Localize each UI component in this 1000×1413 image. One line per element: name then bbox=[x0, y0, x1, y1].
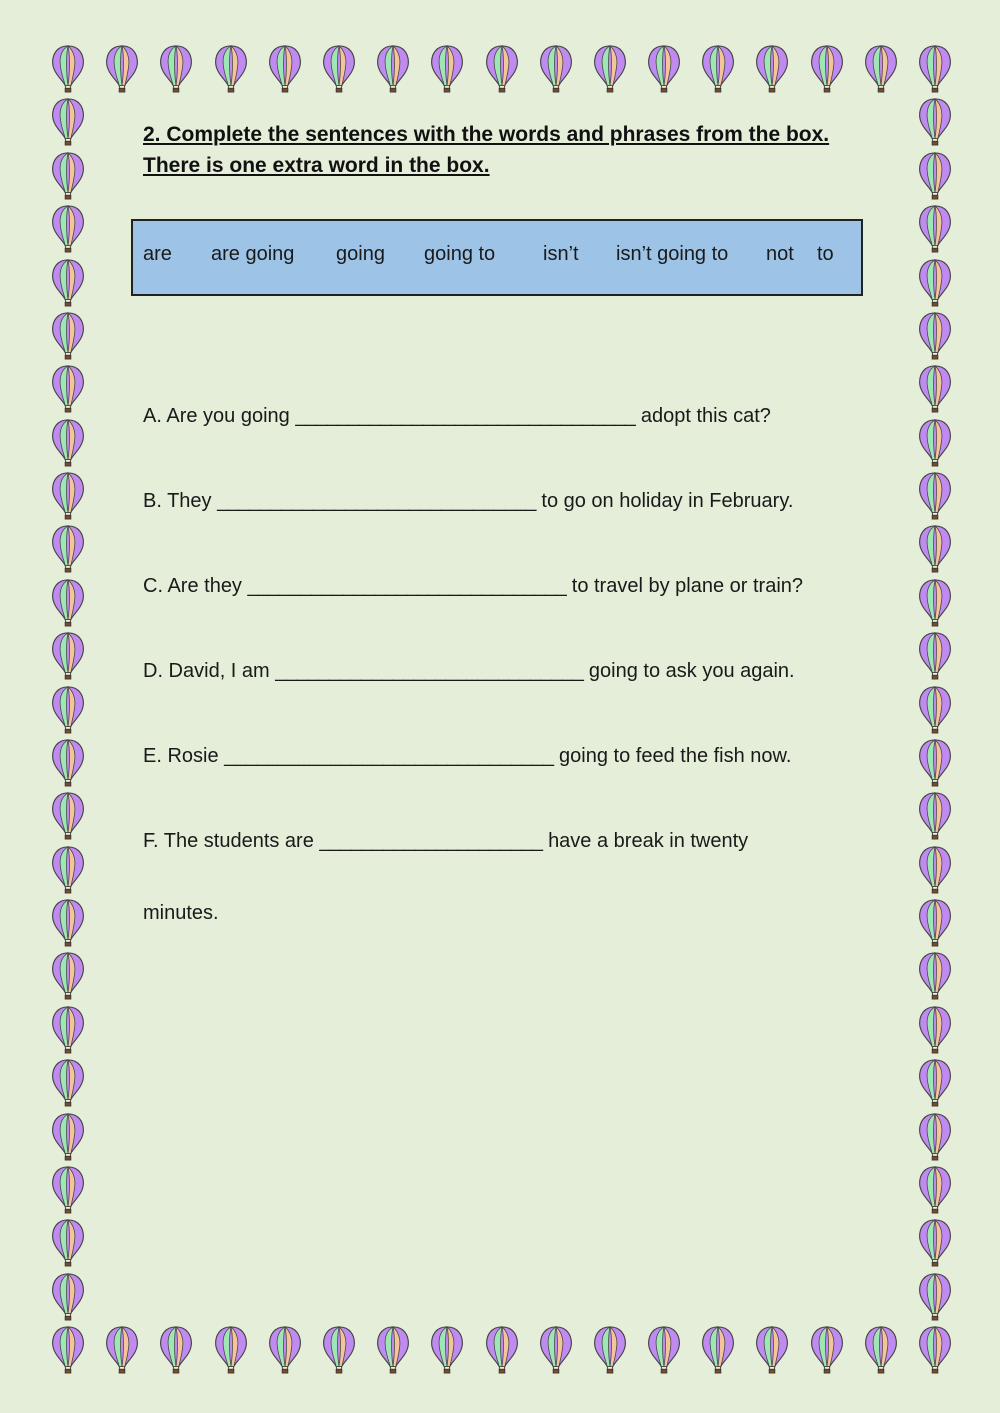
sentence-text: A. Are you going bbox=[143, 405, 290, 427]
word-box bbox=[131, 219, 863, 296]
hot-air-balloon-icon bbox=[51, 151, 85, 201]
hot-air-balloon-icon bbox=[51, 471, 85, 521]
hot-air-balloon-icon bbox=[51, 738, 85, 788]
hot-air-balloon-icon bbox=[51, 311, 85, 361]
hot-air-balloon-icon bbox=[918, 97, 952, 147]
hot-air-balloon-icon bbox=[593, 1325, 627, 1375]
hot-air-balloon-icon bbox=[918, 524, 952, 574]
hot-air-balloon-icon bbox=[214, 1325, 248, 1375]
hot-air-balloon-icon bbox=[918, 1005, 952, 1055]
hot-air-balloon-icon bbox=[918, 1165, 952, 1215]
hot-air-balloon-icon bbox=[51, 845, 85, 895]
hot-air-balloon-icon bbox=[918, 738, 952, 788]
hot-air-balloon-icon bbox=[51, 44, 85, 94]
sentence-text: C. Are they bbox=[143, 575, 242, 597]
hot-air-balloon-icon bbox=[105, 1325, 139, 1375]
hot-air-balloon-icon bbox=[322, 1325, 356, 1375]
hot-air-balloon-icon bbox=[268, 44, 302, 94]
hot-air-balloon-icon bbox=[918, 951, 952, 1001]
hot-air-balloon-icon bbox=[51, 578, 85, 628]
sentence-text: going to ask you again. bbox=[588, 660, 795, 682]
hot-air-balloon-icon bbox=[376, 1325, 410, 1375]
hot-air-balloon-icon bbox=[51, 258, 85, 308]
hot-air-balloon-icon bbox=[322, 44, 356, 94]
answer-blank[interactable]: ______________________________ bbox=[247, 575, 567, 597]
hot-air-balloon-icon bbox=[918, 791, 952, 841]
answer-blank[interactable]: _______________________________ bbox=[224, 745, 554, 767]
hot-air-balloon-icon bbox=[918, 1218, 952, 1268]
answer-blank[interactable]: ________________________________ bbox=[295, 405, 636, 427]
hot-air-balloon-icon bbox=[51, 685, 85, 735]
hot-air-balloon-icon bbox=[51, 1325, 85, 1375]
hot-air-balloon-icon bbox=[430, 44, 464, 94]
hot-air-balloon-icon bbox=[485, 44, 519, 94]
word-box-item: going to bbox=[424, 243, 496, 265]
hot-air-balloon-icon bbox=[51, 364, 85, 414]
hot-air-balloon-icon bbox=[51, 524, 85, 574]
sentence-f bbox=[143, 830, 748, 853]
hot-air-balloon-icon bbox=[918, 1272, 952, 1322]
sentence-d bbox=[143, 660, 795, 683]
sentence-b bbox=[143, 490, 793, 513]
hot-air-balloon-icon bbox=[918, 258, 952, 308]
instructions bbox=[143, 119, 883, 181]
hot-air-balloon-icon bbox=[864, 1325, 898, 1375]
hot-air-balloon-icon bbox=[918, 151, 952, 201]
hot-air-balloon-icon bbox=[51, 791, 85, 841]
hot-air-balloon-icon bbox=[918, 578, 952, 628]
hot-air-balloon-icon bbox=[51, 631, 85, 681]
hot-air-balloon-icon bbox=[918, 1058, 952, 1108]
hot-air-balloon-icon bbox=[539, 44, 573, 94]
hot-air-balloon-icon bbox=[918, 418, 952, 468]
sentence-text: D. David, I am bbox=[143, 660, 270, 682]
word-box-item: not bbox=[766, 243, 794, 265]
hot-air-balloon-icon bbox=[485, 1325, 519, 1375]
answer-blank[interactable]: _____________________ bbox=[319, 830, 543, 852]
hot-air-balloon-icon bbox=[918, 1325, 952, 1375]
hot-air-balloon-icon bbox=[701, 44, 735, 94]
sentence-text: to go on holiday in February. bbox=[541, 490, 794, 512]
hot-air-balloon-icon bbox=[918, 311, 952, 361]
word-box-item: isn’t bbox=[543, 243, 579, 265]
hot-air-balloon-icon bbox=[214, 44, 248, 94]
hot-air-balloon-icon bbox=[918, 1112, 952, 1162]
word-box-item: are going bbox=[211, 243, 295, 265]
hot-air-balloon-icon bbox=[51, 1272, 85, 1322]
answer-blank[interactable]: _____________________________ bbox=[275, 660, 584, 682]
sentence-text: F. The students are bbox=[143, 830, 314, 852]
hot-air-balloon-icon bbox=[51, 1112, 85, 1162]
word-box-item: to bbox=[817, 243, 834, 265]
hot-air-balloon-icon bbox=[376, 44, 410, 94]
hot-air-balloon-icon bbox=[918, 845, 952, 895]
hot-air-balloon-icon bbox=[701, 1325, 735, 1375]
sentence-a bbox=[143, 405, 771, 428]
hot-air-balloon-icon bbox=[864, 44, 898, 94]
sentence-text: going to feed the fish now. bbox=[559, 745, 792, 767]
hot-air-balloon-icon bbox=[51, 951, 85, 1001]
hot-air-balloon-icon bbox=[539, 1325, 573, 1375]
sentence-text: have a break in twenty bbox=[548, 830, 749, 852]
sentence-c bbox=[143, 575, 803, 598]
hot-air-balloon-icon bbox=[51, 418, 85, 468]
hot-air-balloon-icon bbox=[918, 204, 952, 254]
hot-air-balloon-icon bbox=[51, 898, 85, 948]
word-box-item: are bbox=[143, 243, 172, 265]
hot-air-balloon-icon bbox=[918, 631, 952, 681]
hot-air-balloon-icon bbox=[268, 1325, 302, 1375]
hot-air-balloon-icon bbox=[51, 1218, 85, 1268]
hot-air-balloon-icon bbox=[755, 44, 789, 94]
hot-air-balloon-icon bbox=[159, 44, 193, 94]
hot-air-balloon-icon bbox=[51, 1005, 85, 1055]
hot-air-balloon-icon bbox=[810, 44, 844, 94]
hot-air-balloon-icon bbox=[430, 1325, 464, 1375]
instruction-line-1: 2. Complete the sentences with the words and phrases from the box. bbox=[143, 123, 830, 146]
hot-air-balloon-icon bbox=[918, 471, 952, 521]
hot-air-balloon-icon bbox=[918, 364, 952, 414]
hot-air-balloon-icon bbox=[159, 1325, 193, 1375]
hot-air-balloon-icon bbox=[647, 44, 681, 94]
word-box-item: going bbox=[336, 243, 385, 265]
sentence-text: B. They bbox=[143, 490, 212, 512]
hot-air-balloon-icon bbox=[918, 685, 952, 735]
hot-air-balloon-icon bbox=[51, 1165, 85, 1215]
hot-air-balloon-icon bbox=[51, 1058, 85, 1108]
sentence-text: to travel by plane or train? bbox=[571, 575, 804, 597]
hot-air-balloon-icon bbox=[51, 204, 85, 254]
hot-air-balloon-icon bbox=[755, 1325, 789, 1375]
word-box-item: isn’t going to bbox=[616, 243, 729, 265]
sentence-text: adopt this cat? bbox=[640, 405, 771, 427]
sentence-f-continuation: minutes. bbox=[143, 902, 219, 924]
hot-air-balloon-icon bbox=[918, 898, 952, 948]
sentence-text: E. Rosie bbox=[143, 745, 219, 767]
answer-blank[interactable]: ______________________________ bbox=[217, 490, 536, 512]
sentence-e bbox=[143, 745, 791, 768]
hot-air-balloon-icon bbox=[918, 44, 952, 94]
instruction-line-2: There is one extra word in the box. bbox=[143, 154, 490, 177]
hot-air-balloon-icon bbox=[105, 44, 139, 94]
hot-air-balloon-icon bbox=[647, 1325, 681, 1375]
hot-air-balloon-icon bbox=[51, 97, 85, 147]
hot-air-balloon-icon bbox=[810, 1325, 844, 1375]
hot-air-balloon-icon bbox=[593, 44, 627, 94]
